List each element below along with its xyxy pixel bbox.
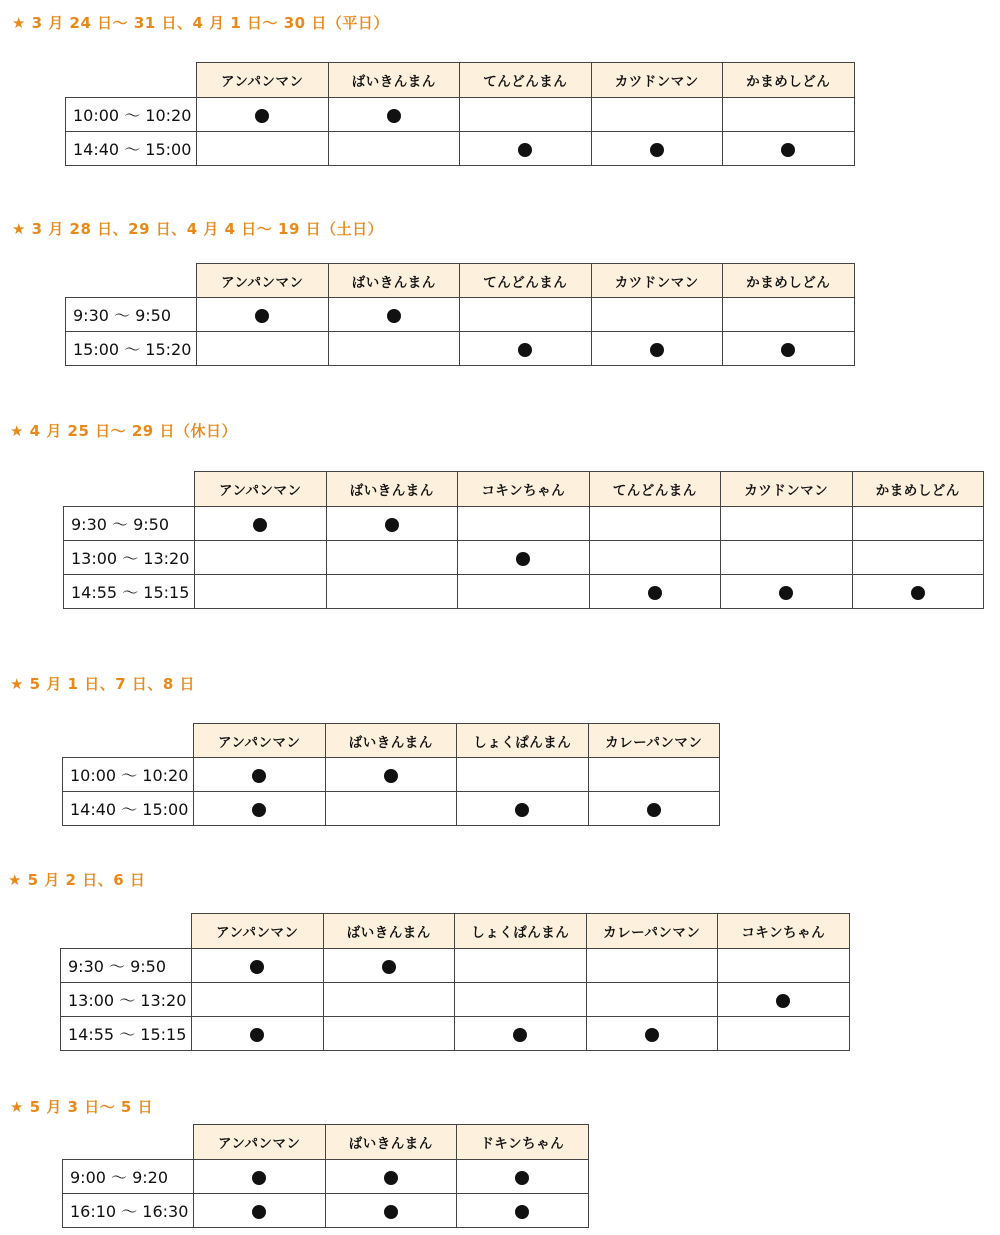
character-column-header: ばいきんまん [325,724,457,758]
table-row [66,98,855,132]
table-row [66,132,855,166]
appearance-cell [589,541,721,575]
appearance-cell [455,949,587,983]
character-column-header: ばいきんまん [323,914,455,949]
character-column-header: ばいきんまん [328,63,460,98]
character-column-header: てんどんまん [460,63,592,98]
appearance-cell [195,575,327,609]
appearance-cell [197,332,329,366]
schedule-table [65,62,855,166]
appearance-cell [194,1194,326,1228]
appearance-cell [591,132,723,166]
time-slot-cell: 9:30 〜 9:50 [66,298,197,332]
appearance-dot-icon [384,769,398,783]
section-heading: ★ 5 月 2 日、6 日 [8,871,146,889]
character-column-header: カツドンマン [721,472,853,507]
time-slot-cell: 10:00 〜 10:20 [66,98,197,132]
appearance-cell [192,1017,324,1051]
appearance-dot-icon [647,803,661,817]
appearance-dot-icon [776,994,790,1008]
empty-corner-cell [61,914,192,949]
character-column-header: しょくぱんまん [457,724,589,758]
appearance-cell [586,1017,718,1051]
appearance-cell [457,1160,589,1194]
appearance-cell [455,983,587,1017]
appearance-cell [460,132,592,166]
schedule-table [60,913,850,1051]
empty-corner-cell [66,264,197,298]
appearance-dot-icon [650,343,664,357]
header-row [63,724,720,758]
appearance-dot-icon [252,1205,266,1219]
time-slot-cell: 9:30 〜 9:50 [64,507,195,541]
character-column-header: コキンちゃん [718,914,850,949]
appearance-cell [325,1194,457,1228]
appearance-cell [458,575,590,609]
appearance-cell [195,541,327,575]
time-slot-cell: 9:00 〜 9:20 [63,1160,194,1194]
time-slot-cell: 14:55 〜 15:15 [64,575,195,609]
appearance-cell [455,1017,587,1051]
appearance-cell [586,983,718,1017]
appearance-cell [197,98,329,132]
appearance-cell [458,507,590,541]
character-column-header: カレーパンマン [588,724,720,758]
appearance-dot-icon [516,552,530,566]
appearance-cell [326,575,458,609]
appearance-dot-icon [250,960,264,974]
header-row [61,914,850,949]
appearance-cell [195,507,327,541]
character-column-header: カレーパンマン [586,914,718,949]
time-slot-cell: 13:00 〜 13:20 [64,541,195,575]
table-row [61,983,850,1017]
table-row [63,1160,589,1194]
appearance-cell [194,758,326,792]
character-column-header: ドキンちゃん [457,1125,589,1160]
appearance-dot-icon [250,1028,264,1042]
table-row [66,332,855,366]
character-column-header: ばいきんまん [328,264,460,298]
appearance-dot-icon [255,109,269,123]
appearance-dot-icon [385,518,399,532]
appearance-dot-icon [384,1171,398,1185]
appearance-cell [852,541,984,575]
appearance-dot-icon [252,803,266,817]
appearance-dot-icon [911,586,925,600]
appearance-cell [457,792,589,826]
appearance-cell [197,132,329,166]
section-heading: ★ 3 月 24 日〜 31 日、4 月 1 日〜 30 日（平日） [12,14,389,32]
appearance-dot-icon [518,343,532,357]
character-column-header: アンパンマン [197,63,329,98]
time-slot-cell: 14:40 〜 15:00 [63,792,194,826]
schedule-table [63,471,984,609]
character-column-header: てんどんまん [589,472,721,507]
appearance-cell [588,792,720,826]
appearance-cell [460,98,592,132]
character-column-header: アンパンマン [194,724,326,758]
table-row [64,575,984,609]
appearance-cell [852,575,984,609]
appearance-cell [194,792,326,826]
schedule-table [62,723,720,826]
table-row [63,792,720,826]
character-column-header: カツドンマン [591,63,723,98]
character-column-header: ばいきんまん [326,472,458,507]
appearance-dot-icon [513,1028,527,1042]
table-row [64,507,984,541]
appearance-dot-icon [779,586,793,600]
appearance-cell [197,298,329,332]
appearance-cell [457,1194,589,1228]
empty-corner-cell [63,1125,194,1160]
appearance-dot-icon [382,960,396,974]
character-column-header: かまめしどん [852,472,984,507]
appearance-cell [589,575,721,609]
appearance-cell [326,541,458,575]
appearance-dot-icon [645,1028,659,1042]
header-row [64,472,984,507]
section-heading: ★ 5 月 3 日〜 5 日 [10,1098,154,1116]
table-row [63,758,720,792]
appearance-cell [591,98,723,132]
appearance-cell [723,132,855,166]
character-column-header: アンパンマン [195,472,327,507]
character-column-header: アンパンマン [197,264,329,298]
header-row [63,1125,589,1160]
empty-corner-cell [63,724,194,758]
appearance-cell [192,983,324,1017]
appearance-dot-icon [650,143,664,157]
empty-corner-cell [66,63,197,98]
appearance-cell [721,541,853,575]
appearance-cell [328,132,460,166]
appearance-cell [323,949,455,983]
appearance-cell [718,983,850,1017]
appearance-dot-icon [515,1171,529,1185]
table-row [61,949,850,983]
character-column-header: アンパンマン [192,914,324,949]
character-column-header: コキンちゃん [458,472,590,507]
character-column-header: ばいきんまん [325,1125,457,1160]
schedule-table [65,263,855,366]
appearance-dot-icon [515,803,529,817]
appearance-dot-icon [253,518,267,532]
appearance-cell [718,949,850,983]
appearance-cell [586,949,718,983]
section-heading: ★ 4 月 25 日〜 29 日（休日） [10,422,237,440]
section-heading: ★ 5 月 1 日、7 日、8 日 [10,675,196,693]
appearance-dot-icon [781,343,795,357]
appearance-dot-icon [252,1171,266,1185]
table-row [64,541,984,575]
time-slot-cell: 14:55 〜 15:15 [61,1017,192,1051]
appearance-cell [460,332,592,366]
time-slot-cell: 14:40 〜 15:00 [66,132,197,166]
appearance-cell [323,1017,455,1051]
appearance-cell [323,983,455,1017]
appearance-dot-icon [387,309,401,323]
appearance-cell [458,541,590,575]
appearance-cell [192,949,324,983]
appearance-dot-icon [384,1205,398,1219]
appearance-dot-icon [648,586,662,600]
appearance-cell [325,792,457,826]
appearance-cell [591,332,723,366]
appearance-cell [194,1160,326,1194]
appearance-cell [325,1160,457,1194]
appearance-cell [723,98,855,132]
appearance-cell [852,507,984,541]
appearance-cell [723,298,855,332]
time-slot-cell: 15:00 〜 15:20 [66,332,197,366]
time-slot-cell: 10:00 〜 10:20 [63,758,194,792]
appearance-cell [328,332,460,366]
appearance-cell [325,758,457,792]
appearance-dot-icon [387,109,401,123]
appearance-cell [460,298,592,332]
appearance-cell [591,298,723,332]
character-column-header: しょくぱんまん [455,914,587,949]
header-row [66,63,855,98]
table-row [66,298,855,332]
character-column-header: てんどんまん [460,264,592,298]
character-column-header: かまめしどん [723,264,855,298]
time-slot-cell: 13:00 〜 13:20 [61,983,192,1017]
appearance-cell [326,507,458,541]
appearance-dot-icon [781,143,795,157]
appearance-cell [328,98,460,132]
section-heading: ★ 3 月 28 日、29 日、4 月 4 日〜 19 日（土日） [12,220,384,238]
appearance-dot-icon [255,309,269,323]
header-row [66,264,855,298]
character-column-header: カツドンマン [591,264,723,298]
appearance-cell [723,332,855,366]
appearance-dot-icon [252,769,266,783]
schedule-table [62,1124,589,1228]
appearance-cell [588,758,720,792]
table-row [63,1194,589,1228]
appearance-cell [328,298,460,332]
character-column-header: かまめしどん [723,63,855,98]
appearance-cell [721,507,853,541]
appearance-cell [457,758,589,792]
appearance-cell [718,1017,850,1051]
appearance-dot-icon [518,143,532,157]
time-slot-cell: 9:30 〜 9:50 [61,949,192,983]
character-column-header: アンパンマン [194,1125,326,1160]
empty-corner-cell [64,472,195,507]
time-slot-cell: 16:10 〜 16:30 [63,1194,194,1228]
table-row [61,1017,850,1051]
appearance-cell [589,507,721,541]
appearance-dot-icon [515,1205,529,1219]
appearance-cell [721,575,853,609]
